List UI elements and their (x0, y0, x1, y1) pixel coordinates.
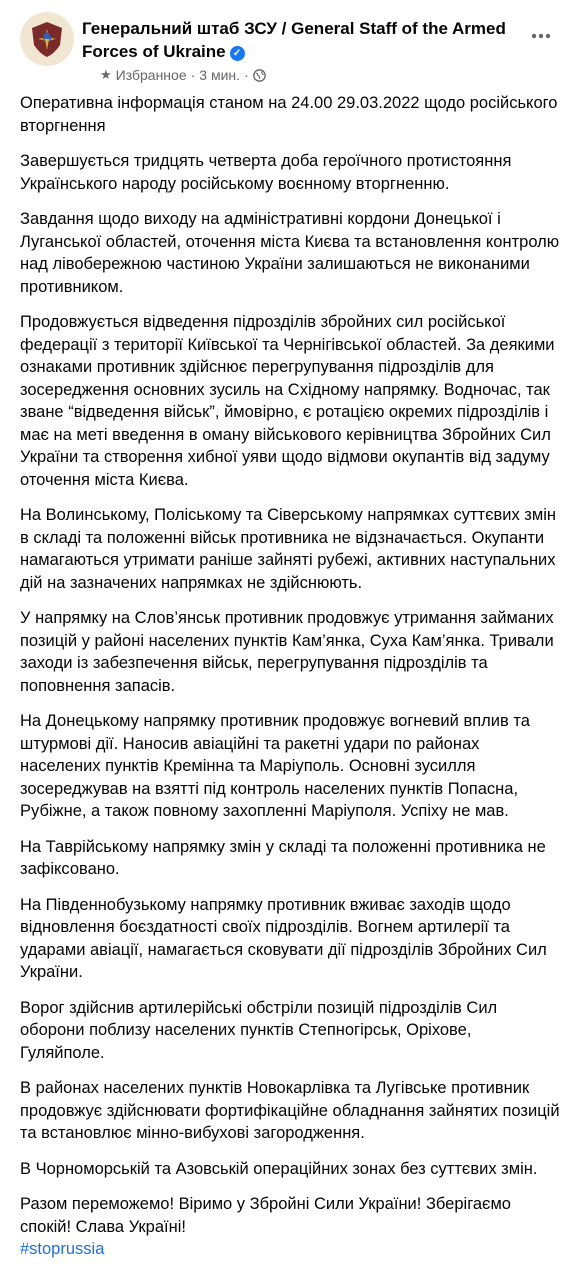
more-dots-icon (531, 33, 551, 39)
verified-badge-icon: ✓ (230, 46, 245, 61)
meta-separator: · (244, 67, 249, 83)
post-paragraph: Продовжується відведення підрозділів збройних сил російської федерації з території Київської та Чернігівської областей. За деякими ознаками противник здійснює перегрупування підрозділів для зосередження основних зусиль на Східному напрямку. Водночас, так зване “відведення військ”, ймовірно, є ротацією окремих підрозділів і має на меті введення в оману військового керівництва Збройних Сил України та створення хибної уяви щодо відмови окупантів від задуму оточення міста Києва. (20, 313, 555, 489)
page-name-text[interactable]: Генеральний штаб ЗСУ / General Staff of the Armed Forces of Ukraine (82, 19, 506, 61)
post-time[interactable]: 3 мин. (199, 67, 241, 83)
more-options-button[interactable] (529, 24, 553, 48)
meta-separator: · (190, 67, 196, 83)
post-body (20, 92, 560, 1261)
post-paragraph: Ворог здійснив артилерійські обстріли позицій підрозділів Сил оборони поблизу населених пунктів Степногірськ, Оріхове, Гуляйполе. (20, 998, 498, 1062)
general-staff-emblem-icon (27, 19, 67, 59)
post-meta (100, 67, 266, 83)
post-header (20, 12, 563, 86)
post-paragraph: Разом переможемо! Віримо у Збройні Сили України! Зберігаємо спокій! Слава Україні! (20, 1195, 511, 1236)
post-paragraph: В Чорноморській та Азовській операційних зонах без суттєвих змін. (20, 1159, 538, 1178)
page-name[interactable] (82, 17, 522, 63)
star-icon: ★ (100, 67, 112, 82)
post-paragraph: На Волинському, Поліському та Сіверському напрямках суттєвих змін в складі та положенні військ противника не відзначається. Окупанти намагаються утримати раніше зайняті рубежі, активних наступальних дій на зазначених напрямках не здійснюють. (20, 506, 556, 592)
page-avatar[interactable] (20, 12, 74, 66)
post-paragraph: На Донецькому напрямку противник продовжує вогневий вплив та штурмові дії. Наносив авіаційні та ракетні удари по районах населених пунктів Кремінна та Маріуполь. Основні зусилля зосереджував на взятті під контроль населених пунктів Попасна, Рубіжне, а також повному захопленні Маріуполя. Успіху не мав. (20, 712, 530, 820)
favorites-label[interactable]: Избранное (115, 67, 187, 83)
post-paragraph: Завершується тридцять четверта доба героїчного протистояння Українського народу російському воєнному вторгненню. (20, 152, 512, 193)
globe-icon (253, 69, 266, 82)
post-paragraph: На Таврійському напрямку змін у складі та положенні противника не зафіксовано. (20, 837, 546, 878)
hashtag-link[interactable]: #stoprussia (20, 1240, 105, 1258)
post-paragraph: В районах населених пунктів Новокарлівка та Лугівське противник продовжує здійснювати фортифікаційне обладнання зайнятих позицій та встановлює мінно-вибухові загородження. (20, 1079, 560, 1142)
post-paragraph: На Південнобузькому напрямку противник вживає заходів щодо відновлення боєздатності своїх підрозділів. Вогнем артилерії та ударами авіації, намагається сковувати дії підрозділів Збройних Сил України. (20, 895, 547, 981)
post-paragraph: У напрямку на Слов’янськ противник продовжує утримання займаних позицій у районі населених пунктів Кам’янка, Суха Кам’янка. Тривали заходи із забезпечення військ, перегрупування підрозділів та поповнення запасів. (20, 609, 554, 695)
post-paragraph: Оперативна інформація станом на 24.00 29.03.2022 щодо російського вторгнення (20, 94, 558, 135)
post-paragraph: Завдання щодо виходу на адміністративні кордони Донецької і Луганської областей, оточення міста Києва та встановлення контролю над лівобережною частиною України залишаються не виконаними противником. (20, 210, 560, 296)
